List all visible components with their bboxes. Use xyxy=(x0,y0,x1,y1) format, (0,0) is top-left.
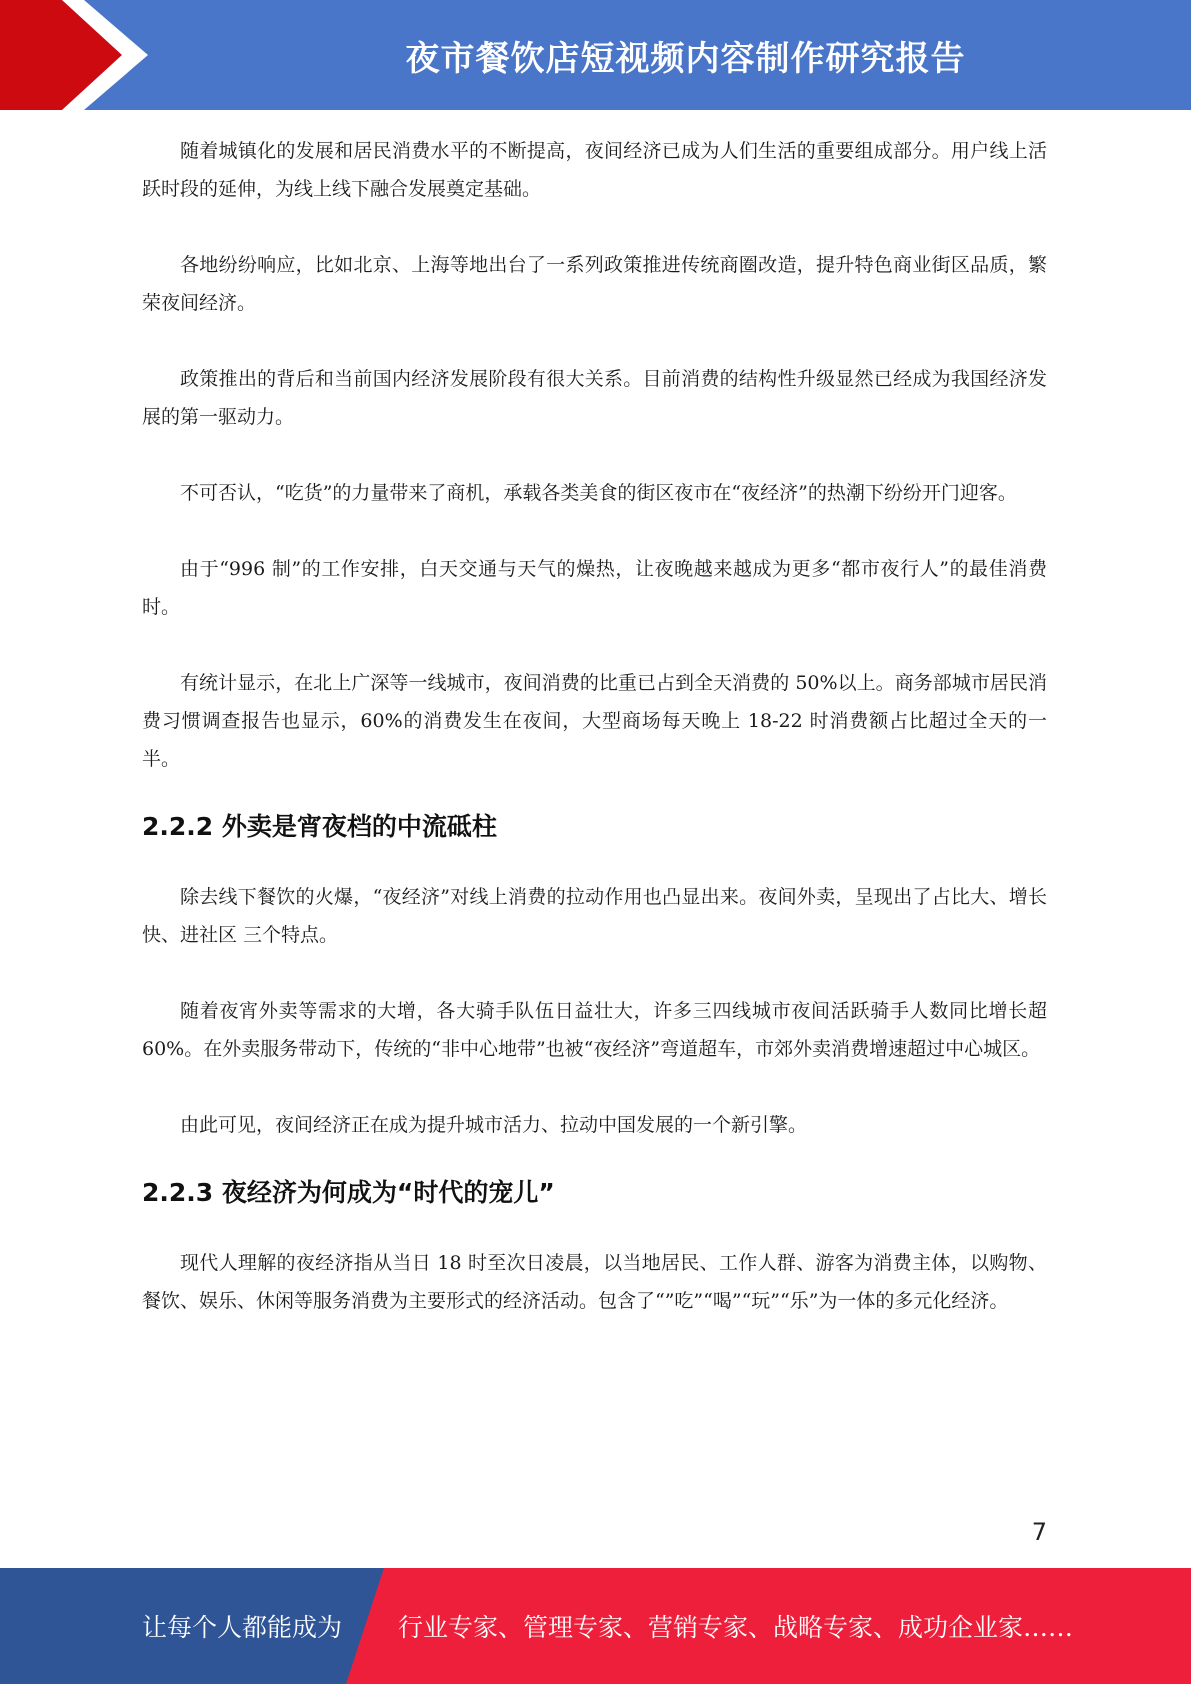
body-paragraph: 除去线下餐饮的火爆，“夜经济”对线上消费的拉动作用也凸显出来。夜间外卖，呈现出了占比大、增长快、进社区 三个特点。 xyxy=(142,886,1047,946)
body-paragraph: 随着城镇化的发展和居民消费水平的不断提高，夜间经济已成为人们生活的重要组成部分。用户线上活跃时段的延伸，为线上线下融合发展奠定基础。 xyxy=(142,140,1047,200)
body-paragraph: 各地纷纷响应，比如北京、上海等地出台了一系列政策推进传统商圈改造，提升特色商业街区品质，繁荣夜间经济。 xyxy=(142,254,1047,314)
section-heading-2-2-2: 2.2.2 外卖是宵夜档的中流砥柱 xyxy=(142,812,497,841)
body-paragraph: 随着夜宵外卖等需求的大增，各大骑手队伍日益壮大，许多三四线城市夜间活跃骑手人数同比增长超 60%。在外卖服务带动下，传统的“非中心地带”也被“夜经济”弯道超车，市郊外卖消费增速超过中心城区。 xyxy=(142,1000,1047,1060)
body-paragraph: 有统计显示，在北上广深等一线城市，夜间消费的比重已占到全天消费的 50%以上。商务部城市居民消费习惯调查报告也显示，60%的消费发生在夜间，大型商场每天晚上 18-22 时消费额占比超过全天的一半。 xyxy=(142,672,1047,770)
footer-slogan-left: 让每个人都能成为 xyxy=(142,1613,343,1642)
body-paragraph: 由于“996 制”的工作安排，白天交通与天气的燥热，让夜晚越来越成为更多“都市夜行人”的最佳消费时。 xyxy=(142,558,1047,618)
body-paragraph: 现代人理解的夜经济指从当日 18 时至次日凌晨，以当地居民、工作人群、游客为消费主体，以购物、餐饮、娱乐、休闲等服务消费为主要形式的经济活动。包含了“”吃”“喝”“玩”“乐”为一体的多元化经济。 xyxy=(142,1252,1047,1312)
body-paragraph: 由此可见，夜间经济正在成为提升城市活力、拉动中国发展的一个新引擎。 xyxy=(180,1114,808,1136)
chevron-arrow-icon xyxy=(0,0,240,110)
document-title: 夜市餐饮店短视频内容制作研究报告 xyxy=(405,38,966,79)
body-paragraph: 政策推出的背后和当前国内经济发展阶段有很大关系。目前消费的结构性升级显然已经成为我国经济发展的第一驱动力。 xyxy=(142,368,1047,428)
footer-slogan-right: 行业专家、管理专家、营销专家、战略专家、成功企业家…… xyxy=(398,1613,1074,1642)
page-content xyxy=(142,132,1047,1320)
page-number: 7 xyxy=(1031,1518,1047,1546)
body-paragraph: 不可否认，“吃货”的力量带来了商机，承载各类美食的街区夜市在“夜经济”的热潮下纷纷开门迎客。 xyxy=(180,482,1017,504)
page-footer xyxy=(0,1568,1191,1684)
page-header xyxy=(0,0,1191,110)
section-heading-2-2-3: 2.2.3 夜经济为何成为“时代的宠儿” xyxy=(142,1178,555,1207)
